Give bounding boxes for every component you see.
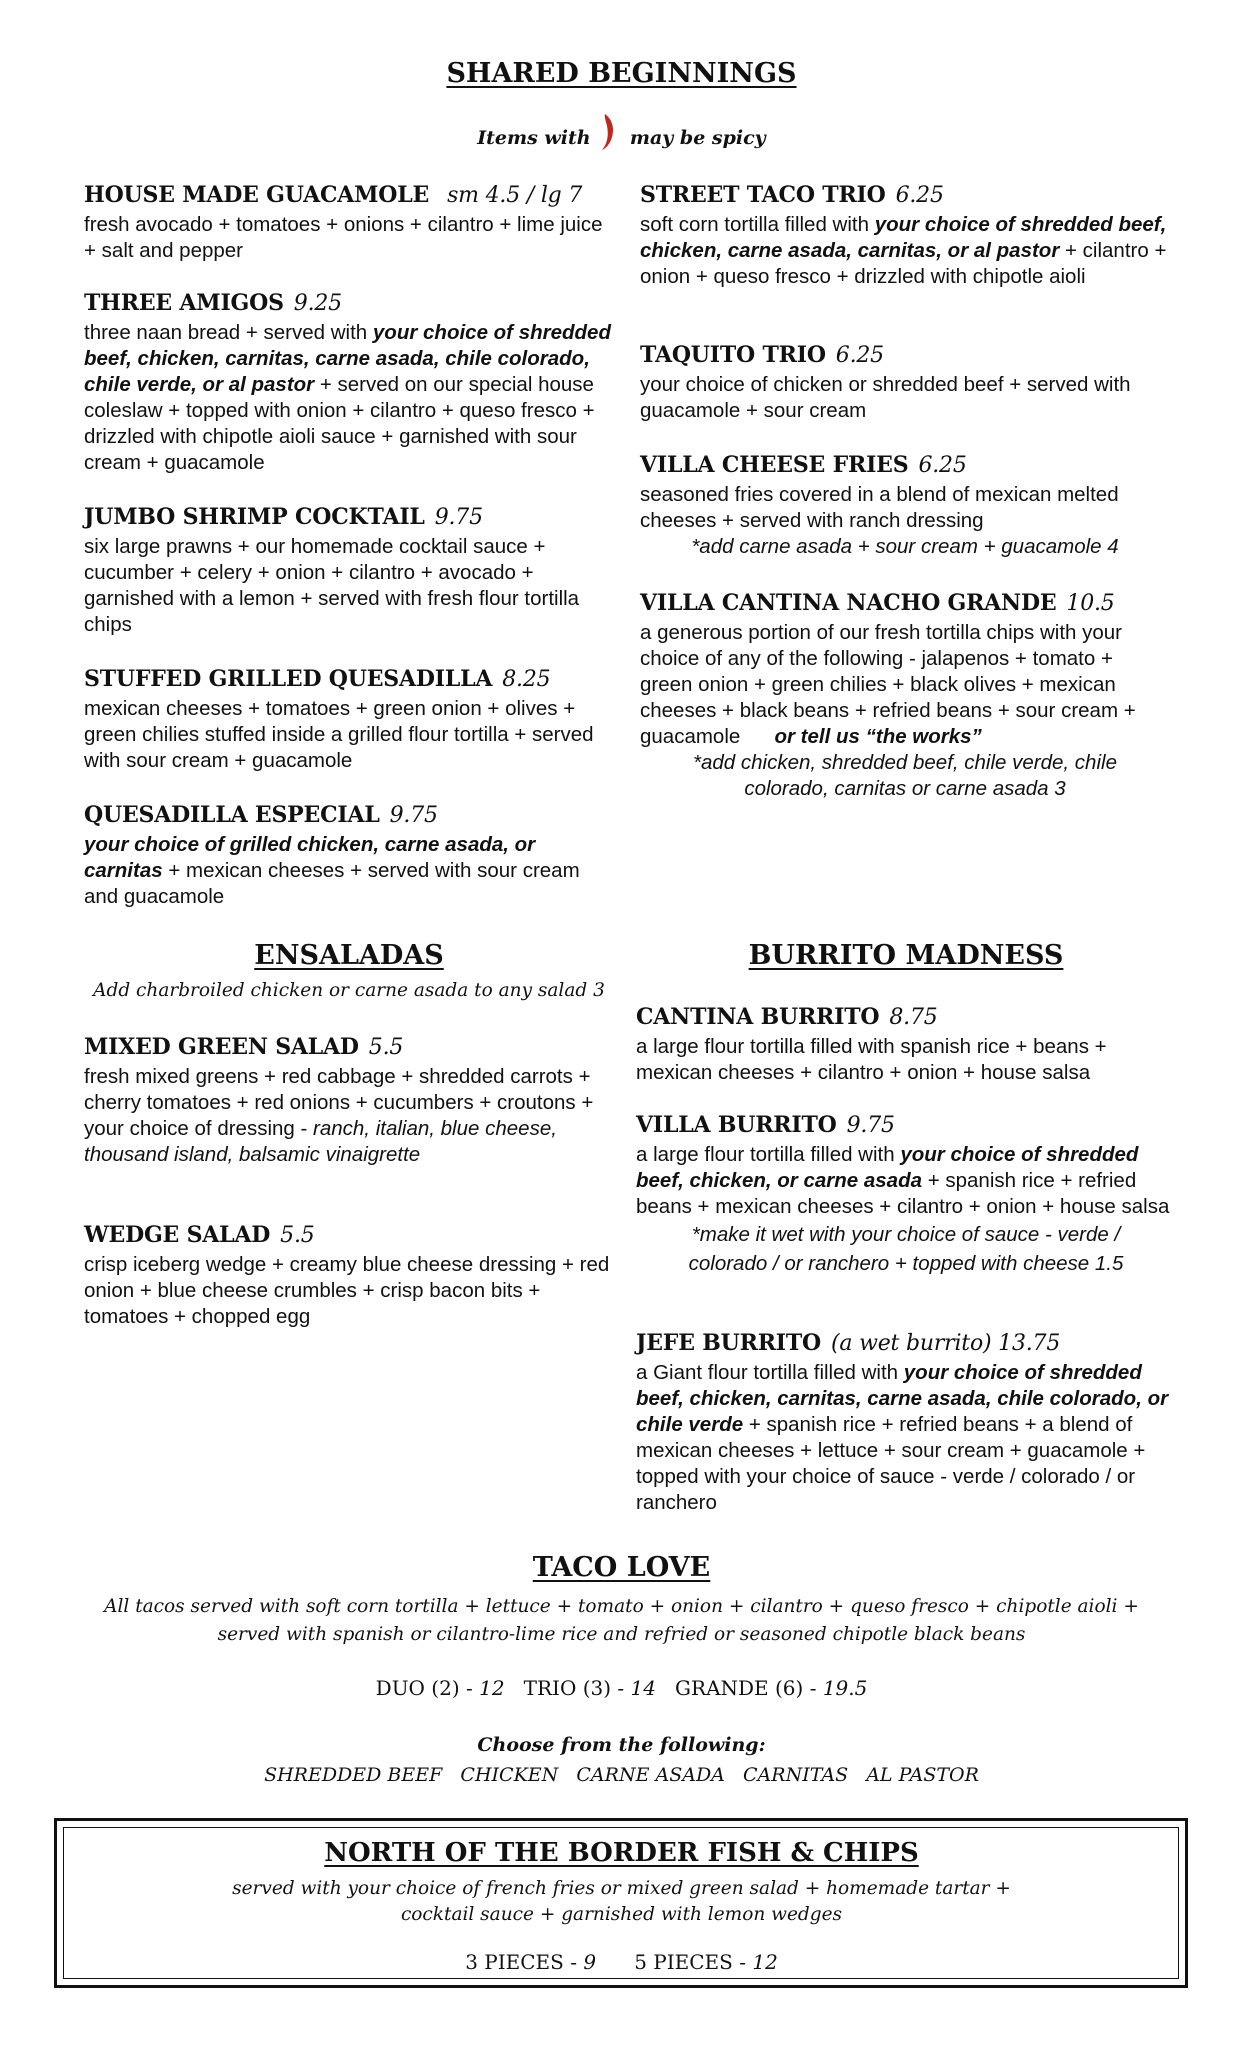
item-description: fresh avocado + tomatoes + onions + cilantro + lime juice + salt and pepper <box>84 213 603 262</box>
item-name: MIXED GREEN SALAD <box>84 1034 359 1060</box>
taco-description-line-1: All tacos served with soft corn tortilla + lettuce + tomato + onion + cilantro + queso fresco + chipotle aioli + <box>104 1596 1139 1617</box>
menu-item-mixed-green-salad <box>84 1034 614 1168</box>
item-description <box>84 832 614 910</box>
spicy-legend-after: may be spicy <box>629 127 766 149</box>
item-name: QUESADILLA ESPECIAL <box>84 802 380 828</box>
menu-item-guacamole <box>84 182 614 264</box>
item-name: TAQUITO TRIO <box>640 342 826 368</box>
item-addon-note: *add chicken, shredded beef, chile verde, chile colorado, carnitas or carne asada 3 <box>693 751 1117 800</box>
item-name: JEFE BURRITO <box>636 1330 821 1356</box>
item-price: 8.75 <box>889 1005 938 1030</box>
item-description: seasoned fries covered in a blend of mexican melted cheeses + served with ranch dressing <box>640 483 1119 532</box>
desc-part: a generous portion of our fresh tortilla chips with your choice of any of the following - jalapenos + tomato + green onion + green chilies + black olives + mexican cheeses + black beans + refried beans + sour cream + guacamole <box>640 621 1136 748</box>
item-description: your choice of chicken or shredded beef + served with guacamole + sour cream <box>640 373 1131 422</box>
desc-choice: your choice of shredded beef, chicken, carnitas, carne asada, chile colorado, chile verde, or al pastor <box>84 321 611 396</box>
item-price: 5.5 <box>280 1223 315 1248</box>
item-name: THREE AMIGOS <box>84 290 284 316</box>
item-price: 10.5 <box>1066 591 1115 616</box>
item-name: VILLA CANTINA NACHO GRANDE <box>640 590 1057 616</box>
menu-item-nacho-grande <box>640 590 1170 802</box>
item-price: 6.25 <box>918 453 967 478</box>
item-name: VILLA CHEESE FRIES <box>640 452 909 478</box>
menu-item-quesadilla-especial <box>84 802 614 910</box>
spicy-legend-before: Items with <box>477 127 591 149</box>
item-description: crisp iceberg wedge + creamy blue cheese dressing + red onion + blue cheese crumbles + crisp bacon bits + tomatoes + chopped egg <box>84 1253 610 1328</box>
section-title-fish-and-chips: NORTH OF THE BORDER FISH & CHIPS <box>324 1838 919 1868</box>
item-name: HOUSE MADE GUACAMOLE <box>84 182 430 208</box>
taco-size-duo: DUO (2) - 12 <box>375 1676 505 1700</box>
item-price: 9.75 <box>846 1113 895 1138</box>
item-name: WEDGE SALAD <box>84 1222 271 1248</box>
desc-choice: your choice of shredded beef, chicken, carnitas, carne asada, chile colorado, or chile verde <box>636 1361 1169 1436</box>
item-description <box>636 1142 1176 1220</box>
item-description <box>84 1064 614 1168</box>
fish-description-line-1: served with your choice of french fries or mixed green salad + homemade tartar + <box>232 1878 1011 1899</box>
desc-choice: your choice of shredded beef, chicken, carne asada, carnitas, or al pastor <box>640 213 1167 262</box>
desc-part: + mexican cheeses + served with sour cream and guacamole <box>84 859 580 908</box>
item-name: STREET TACO TRIO <box>640 182 886 208</box>
desc-part: + cilantro + onion + queso fresco + drizzled with chipotle aioli <box>640 239 1167 288</box>
item-name: CANTINA BURRITO <box>636 1004 880 1030</box>
item-description <box>640 620 1170 750</box>
fish-sizes <box>0 1950 1243 1974</box>
section-title-burrito-madness: BURRITO MADNESS <box>748 940 1064 971</box>
menu-item-three-amigos <box>84 290 614 476</box>
taco-sizes <box>0 1676 1243 1700</box>
menu-item-villa-burrito <box>636 1112 1176 1278</box>
desc-part: + spanish rice + refried beans + mexican cheeses + cilantro + onion + house salsa <box>636 1169 1170 1218</box>
fish-size-5-pieces: 5 PIECES - 12 <box>634 1950 778 1974</box>
taco-description-line-2: served with spanish or cilantro-lime rice and refried or seasoned chipotle black beans <box>217 1624 1026 1645</box>
item-price: 6.25 <box>835 343 884 368</box>
fish-size-3-pieces: 3 PIECES - 9 <box>465 1950 597 1974</box>
menu-item-taquito-trio <box>640 342 1170 424</box>
desc-part: three naan bread + served with <box>84 321 373 344</box>
desc-part: + served on our special house coleslaw + topped with onion + cilantro + queso fresco + drizzled with chipotle aioli sauce + garnished with sour cream + guacamole <box>84 373 595 474</box>
menu-item-cantina-burrito <box>636 1004 1176 1086</box>
desc-part: a large flour tortilla filled with <box>636 1143 901 1166</box>
item-price: (a wet burrito) 13.75 <box>831 1331 1061 1356</box>
desc-part: + spanish rice + refried beans + a blend of mexican cheeses + lettuce + sour cream + guacamole + topped with your choice of sauce - verde / colorado / or ranchero <box>636 1413 1146 1514</box>
desc-part: soft corn tortilla filled with <box>640 213 875 236</box>
desc-part: fresh mixed greens + red cabbage + shredded carrots + cherry tomatoes + red onions + cucumbers + croutons + your choice of dressing - <box>84 1065 594 1140</box>
item-description: six large prawns + our homemade cocktail sauce + cucumber + celery + onion + cilantro + avocado + garnished with a lemon + served with fresh flour tortilla chips <box>84 535 580 636</box>
menu-item-shrimp-cocktail <box>84 504 614 638</box>
item-description: a large flour tortilla filled with spanish rice + beans + mexican cheeses + cilantro + onion + house salsa <box>636 1035 1107 1084</box>
item-name: JUMBO SHRIMP COCKTAIL <box>84 504 425 530</box>
menu-item-wedge-salad <box>84 1222 614 1330</box>
item-price: sm 4.5 / lg 7 <box>447 183 583 208</box>
spicy-legend <box>0 112 1243 152</box>
item-price: 8.25 <box>502 667 551 692</box>
menu-item-street-taco-trio <box>640 182 1170 290</box>
menu-item-villa-cheese-fries <box>640 452 1170 560</box>
taco-size-grande: GRANDE (6) - 19.5 <box>675 1676 868 1700</box>
chili-pepper-icon <box>599 112 621 152</box>
item-description <box>84 320 614 476</box>
section-title-taco-love: TACO LOVE <box>532 1552 711 1583</box>
fish-description-line-2: cocktail sauce + garnished with lemon wedges <box>400 1904 843 1925</box>
item-name: STUFFED GRILLED QUESADILLA <box>84 666 493 692</box>
item-addon-note: *make it wet with your choice of sauce - verde / colorado / or ranchero + topped with cheese 1.5 <box>688 1223 1124 1275</box>
item-name: VILLA BURRITO <box>636 1112 837 1138</box>
section-title-ensaladas: ENSALADAS <box>254 940 444 971</box>
desc-choice: your choice of shredded beef, chicken, or carne asada <box>636 1143 1139 1192</box>
desc-part: a Giant flour tortilla filled with <box>636 1361 904 1384</box>
menu-item-jefe-burrito <box>636 1330 1176 1516</box>
desc-choice: your choice of grilled chicken, carne asada, or carnitas <box>84 833 536 882</box>
taco-choose-label: Choose from the following: <box>477 1734 766 1756</box>
ensaladas-subtitle: Add charbroiled chicken or carne asada to any salad 3 <box>93 980 605 1001</box>
item-description <box>640 212 1170 290</box>
desc-dressings: ranch, italian, blue cheese, thousand island, balsamic vinaigrette <box>84 1117 557 1166</box>
taco-size-trio: TRIO (3) - 14 <box>523 1676 656 1700</box>
item-price: 9.75 <box>389 803 438 828</box>
item-price: 6.25 <box>895 183 944 208</box>
item-description: mexican cheeses + tomatoes + green onion + olives + green chilies stuffed inside a grilled flour tortilla + served with sour cream + guacamole <box>84 697 594 772</box>
section-title-shared-beginnings: SHARED BEGINNINGS <box>446 58 797 89</box>
item-price: 9.75 <box>434 505 483 530</box>
taco-filling-options: SHREDDED BEEF CHICKEN CARNE ASADA CARNITAS AL PASTOR <box>264 1764 979 1786</box>
desc-works: or tell us “the works” <box>774 725 982 748</box>
item-addon-note: *add carne asada + sour cream + guacamole 4 <box>691 535 1119 558</box>
item-price: 9.25 <box>293 291 342 316</box>
menu-item-stuffed-quesadilla <box>84 666 614 774</box>
item-description <box>636 1360 1176 1516</box>
item-price: 5.5 <box>368 1035 404 1060</box>
